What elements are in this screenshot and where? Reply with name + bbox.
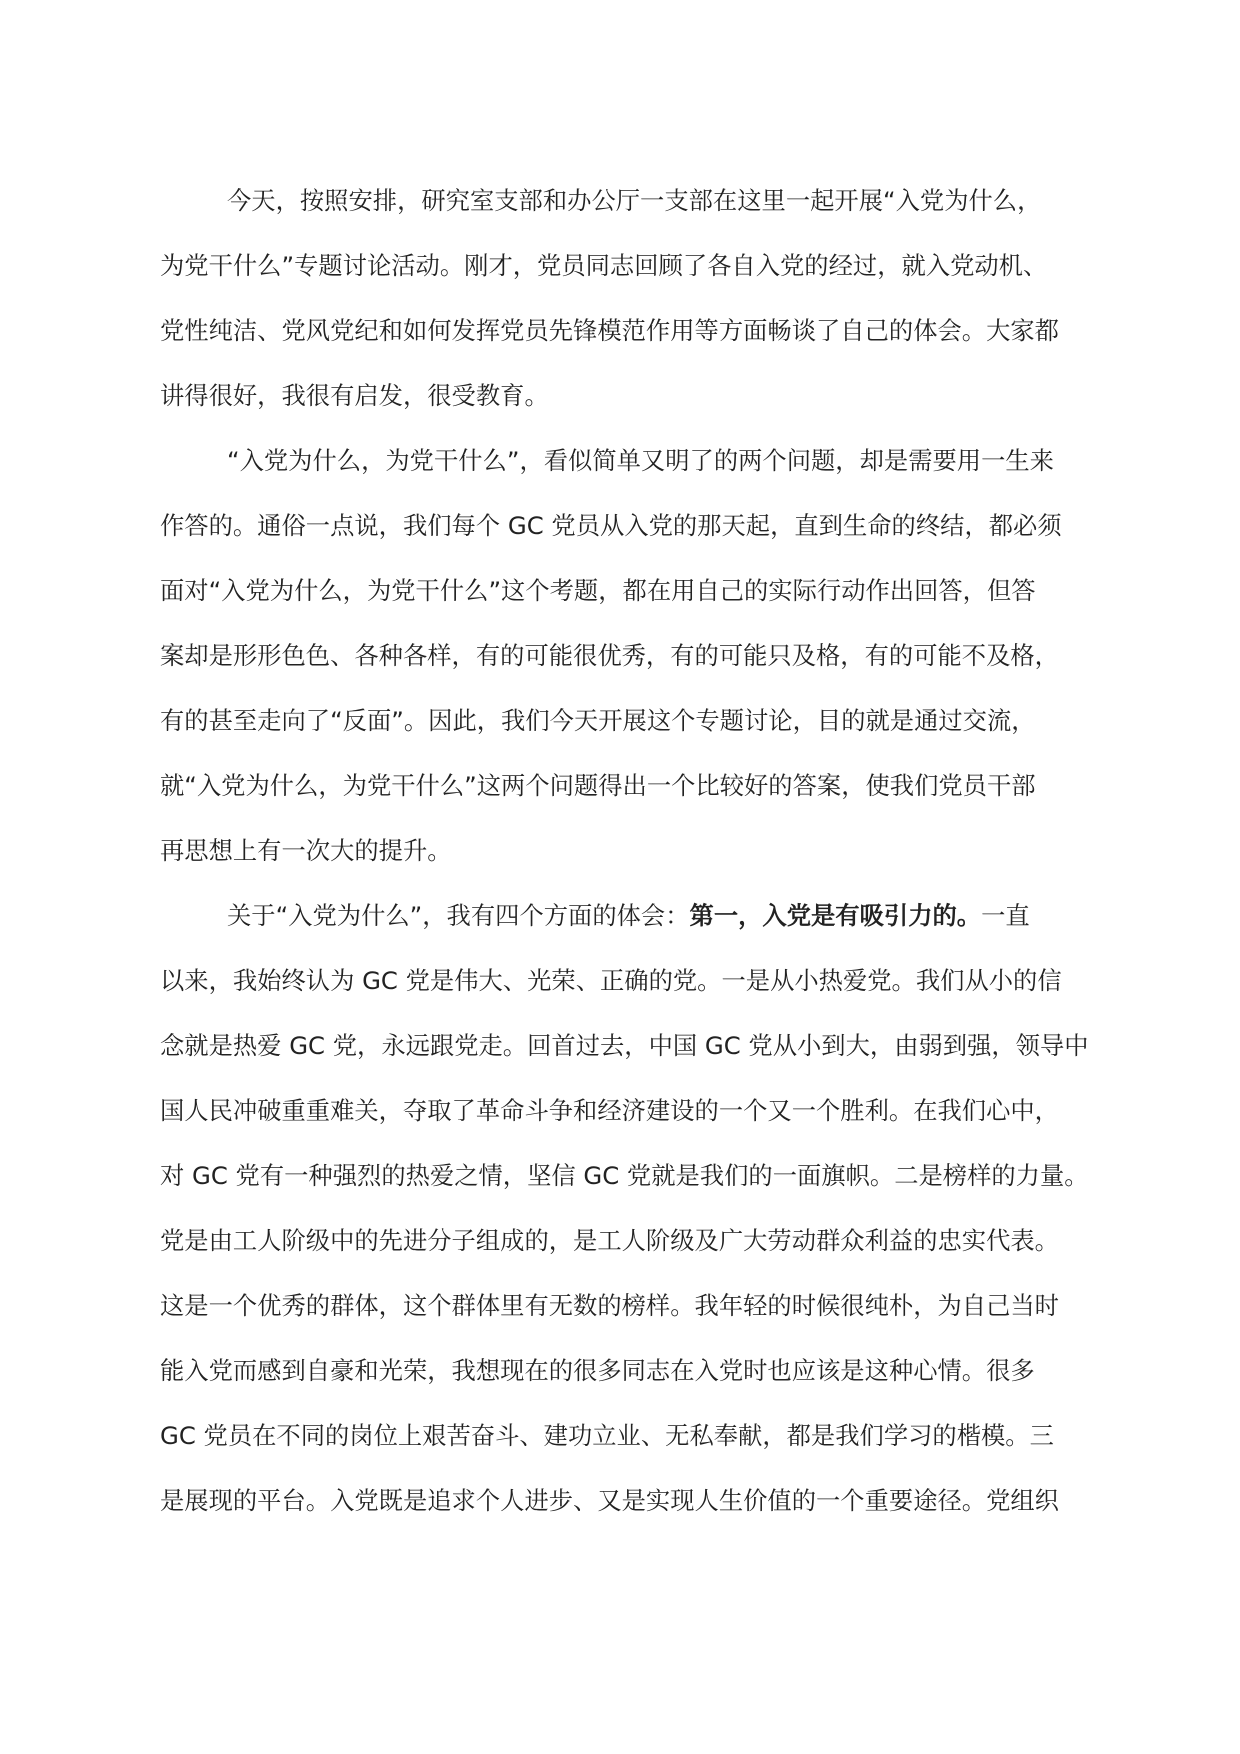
paragraph-3-line-1 <box>160 883 1090 948</box>
paragraph-3 <box>160 883 1090 1533</box>
paragraph-3-intro-text: 关于“入党为什么”，我有四个方面的体会： <box>227 901 690 930</box>
paragraph-3-line-4: 国人民冲破重重难关，夺取了革命斗争和经济建设的一个又一个胜利。在我们心中， <box>160 1096 1059 1125</box>
paragraph-2-line-1: “入党为什么，为党干什么”，看似简单又明了的两个问题，却是需要用一生来 <box>227 446 1054 475</box>
paragraph-2-line-2: 作答的。通俗一点说，我们每个 GC 党员从入党的那天起，直到生命的终结，都必须 <box>160 511 1062 540</box>
paragraph-1-line-4: 讲得很好，我很有启发，很受教育。 <box>160 381 549 410</box>
paragraph-3-line-8: 能入党而感到自豪和光荣，我想现在的很多同志在入党时也应该是这种心情。很多 <box>160 1356 1035 1385</box>
paragraph-2-line-4: 案却是形形色色、各种各样，有的可能很优秀，有的可能只及格，有的可能不及格， <box>160 641 1059 670</box>
paragraph-3-bold-heading: 第一，入党是有吸引力的。 <box>689 901 982 930</box>
paragraph-2-line-5: 有的甚至走向了“反面”。因此，我们今天开展这个专题讨论，目的就是通过交流， <box>160 706 1036 735</box>
paragraph-1-line-2: 为党干什么”专题讨论活动。刚才，党员同志回顾了各自入党的经过，就入党动机、 <box>160 251 1048 280</box>
paragraph-3-line-9: GC 党员在不同的岗位上艰苦奋斗、建功立业、无私奉献，都是我们学习的楷模。三 <box>160 1421 1054 1450</box>
paragraph-1-line-3: 党性纯洁、党风党纪和如何发挥党员先锋模范作用等方面畅谈了自己的体会。大家都 <box>160 316 1059 345</box>
paragraph-3-line-5: 对 GC 党有一种强烈的热爱之情，坚信 GC 党就是我们的一面旗帜。二是榜样的力量。 <box>160 1161 1089 1190</box>
paragraph-3-line-2: 以来，我始终认为 GC 党是伟大、光荣、正确的党。一是从小热爱党。我们从小的信 <box>160 966 1062 995</box>
paragraph-2-line-7: 再思想上有一次大的提升。 <box>160 836 452 865</box>
document-body <box>160 168 1090 1533</box>
paragraph-2-line-3: 面对“入党为什么，为党干什么”这个考题，都在用自己的实际行动作出回答，但答 <box>160 576 1036 605</box>
paragraph-3-line-10: 是展现的平台。入党既是追求个人进步、又是实现人生价值的一个重要途径。党组织 <box>160 1486 1059 1515</box>
paragraph-1-line-1: 今天，按照安排，研究室支部和办公厅一支部在这里一起开展“入党为什么， <box>227 186 1042 215</box>
paragraph-3-line-6: 党是由工人阶级中的先进分子组成的，是工人阶级及广大劳动群众利益的忠实代表。 <box>160 1226 1059 1255</box>
paragraph-2 <box>160 428 1090 883</box>
paragraph-3-continuation-text: 一直 <box>981 901 1030 930</box>
paragraph-2-line-6: 就“入党为什么，为党干什么”这两个问题得出一个比较好的答案，使我们党员干部 <box>160 771 1036 800</box>
paragraph-1 <box>160 168 1090 428</box>
paragraph-3-line-3: 念就是热爱 GC 党，永远跟党走。回首过去，中国 GC 党从小到大，由弱到强，领导中 <box>160 1031 1089 1060</box>
paragraph-3-line-7: 这是一个优秀的群体，这个群体里有无数的榜样。我年轻的时候很纯朴，为自己当时 <box>160 1291 1059 1320</box>
